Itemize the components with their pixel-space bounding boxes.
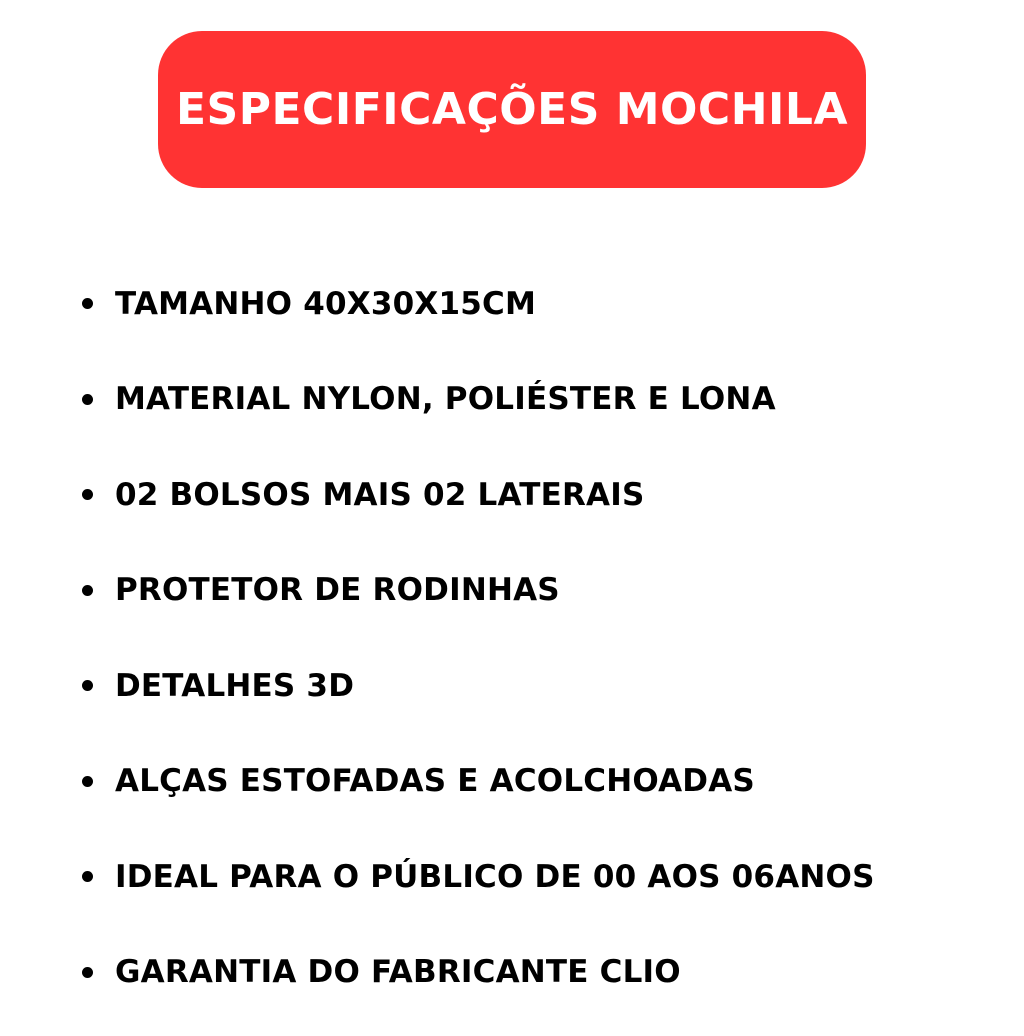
bullet-icon: [82, 585, 93, 596]
page-title: ESPECIFICAÇÕES MOCHILA: [175, 84, 848, 135]
header-banner: [158, 31, 866, 188]
spec-text: ALÇAS ESTOFADAS E ACOLCHOADAS: [115, 763, 755, 799]
spec-text: DETALHES 3D: [115, 667, 355, 704]
bullet-icon: [82, 394, 93, 405]
bullet-icon: [82, 489, 93, 500]
spec-item: [82, 654, 875, 717]
spec-text: IDEAL PARA O PÚBLICO DE 00 AOS 06ANOS: [115, 858, 875, 895]
spec-item: [82, 272, 875, 335]
spec-text: MATERIAL NYLON, POLIÉSTER E LONA: [115, 381, 776, 417]
bullet-icon: [82, 967, 93, 978]
spec-text: GARANTIA DO FABRICANTE CLIO: [115, 954, 681, 990]
spec-item: [82, 750, 875, 813]
spec-item: [82, 941, 875, 1004]
spec-text: PROTETOR DE RODINHAS: [115, 572, 560, 608]
spec-item: [82, 368, 875, 431]
spec-text: TAMANHO 40X30X15CM: [115, 285, 537, 322]
spec-list: [82, 272, 875, 1036]
spec-item: [82, 559, 875, 622]
bullet-icon: [82, 298, 93, 309]
bullet-icon: [82, 680, 93, 691]
bullet-icon: [82, 871, 93, 882]
spec-item: [82, 463, 875, 526]
spec-text: 02 BOLSOS MAIS 02 LATERAIS: [115, 476, 645, 513]
bullet-icon: [82, 776, 93, 787]
spec-item: [82, 845, 875, 908]
